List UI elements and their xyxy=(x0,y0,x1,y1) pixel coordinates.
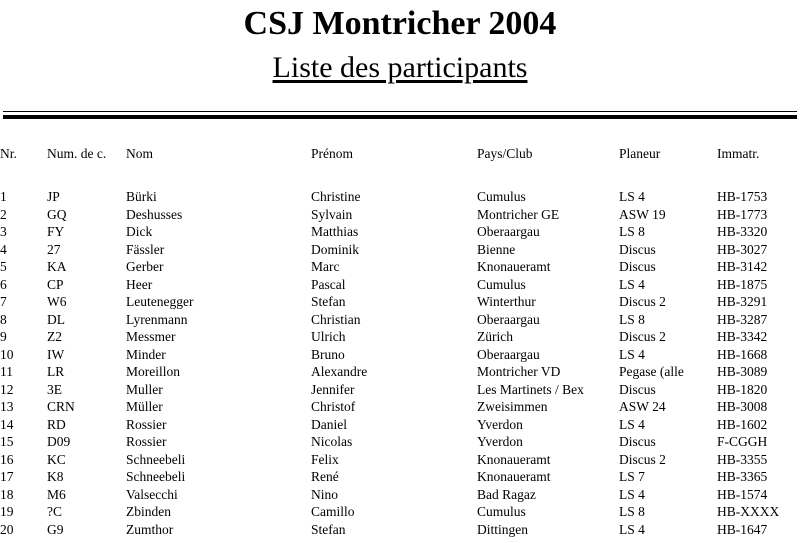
cell-nr: 3 xyxy=(0,224,7,239)
cell-immat: HB-1753 xyxy=(717,189,768,204)
cell-num: W6 xyxy=(47,294,67,309)
cell-immat: HB-3027 xyxy=(717,241,768,257)
cell-num: CP xyxy=(47,276,64,292)
table-row xyxy=(0,363,800,381)
cell-nr: 15 xyxy=(0,434,14,449)
column-header-pays: Pays/Club xyxy=(477,146,533,161)
table-row xyxy=(0,416,800,434)
table-row xyxy=(0,223,800,241)
cell-pays: Cumulus xyxy=(477,504,526,519)
cell-prenom: Pascal xyxy=(311,276,346,292)
participants-rows xyxy=(0,188,800,538)
cell-pays: Dittingen xyxy=(477,521,528,537)
cell-nr: 17 xyxy=(0,469,14,484)
cell-planeur: Discus 2 xyxy=(619,294,666,309)
cell-immat: HB-3089 xyxy=(717,364,768,379)
cell-immat: HB-3287 xyxy=(717,311,768,327)
table-row xyxy=(0,468,800,486)
table-row xyxy=(0,328,800,346)
cell-num: M6 xyxy=(47,486,66,502)
cell-prenom: Dominik xyxy=(311,241,360,257)
cell-planeur: Discus xyxy=(619,381,656,397)
cell-nom: Schneebeli xyxy=(126,451,186,467)
cell-planeur: LS 8 xyxy=(619,311,645,327)
table-row xyxy=(0,188,800,206)
cell-num: KA xyxy=(47,259,67,274)
table-row xyxy=(0,451,800,469)
cell-prenom: Alexandre xyxy=(311,364,368,379)
cell-num: IW xyxy=(47,346,65,362)
cell-nr: 8 xyxy=(0,311,7,327)
column-header-immat: Immatr. xyxy=(717,146,760,161)
cell-prenom: Camillo xyxy=(311,504,355,519)
cell-nom: Zumthor xyxy=(126,521,174,537)
cell-prenom: Jennifer xyxy=(311,381,355,397)
cell-prenom: Stefan xyxy=(311,521,346,537)
cell-planeur: ASW 24 xyxy=(619,399,666,414)
cell-immat: HB-3320 xyxy=(717,224,768,239)
cell-immat: HB-1574 xyxy=(717,486,768,502)
cell-planeur: LS 4 xyxy=(619,486,645,502)
cell-nr: 6 xyxy=(0,276,7,292)
cell-planeur: Pegase (alle xyxy=(619,364,684,379)
cell-prenom: Ulrich xyxy=(311,329,346,344)
cell-pays: Zürich xyxy=(477,329,513,344)
cell-immat: HB-1602 xyxy=(717,416,768,432)
cell-immat: HB-1820 xyxy=(717,381,768,397)
table-row xyxy=(0,206,800,224)
cell-pays: Bienne xyxy=(477,241,516,257)
cell-nom: Lyrenmann xyxy=(126,311,188,327)
cell-nom: Minder xyxy=(126,346,166,362)
cell-num: GQ xyxy=(47,206,67,222)
cell-planeur: LS 4 xyxy=(619,346,645,362)
cell-prenom: Christian xyxy=(311,311,361,327)
cell-immat: F-CGGH xyxy=(717,434,768,449)
cell-num: FY xyxy=(47,224,65,239)
cell-nom: Leutenegger xyxy=(126,294,194,309)
table-row xyxy=(0,241,800,259)
cell-num: RD xyxy=(47,416,66,432)
cell-nr: 13 xyxy=(0,399,14,414)
cell-planeur: Discus xyxy=(619,241,656,257)
cell-nom: Moreillon xyxy=(126,364,180,379)
cell-pays: Knonaueramt xyxy=(477,259,551,274)
cell-nr: 18 xyxy=(0,486,14,502)
cell-pays: Oberaargau xyxy=(477,346,540,362)
cell-pays: Bad Ragaz xyxy=(477,486,536,502)
cell-planeur: Discus xyxy=(619,259,656,274)
cell-pays: Cumulus xyxy=(477,189,526,204)
cell-num: CRN xyxy=(47,399,75,414)
header-divider-thick xyxy=(3,115,797,119)
cell-num: JP xyxy=(47,189,60,204)
table-row xyxy=(0,503,800,521)
cell-pays: Montricher GE xyxy=(477,206,560,222)
cell-nom: Müller xyxy=(126,399,163,414)
cell-pays: Winterthur xyxy=(477,294,536,309)
table-row xyxy=(0,276,800,294)
cell-num: K8 xyxy=(47,469,64,484)
cell-nom: Dick xyxy=(126,224,153,239)
column-header-nom: Nom xyxy=(126,146,153,161)
cell-num: LR xyxy=(47,364,65,379)
cell-nr: 1 xyxy=(0,189,7,204)
cell-nom: Schneebeli xyxy=(126,469,186,484)
cell-nr: 10 xyxy=(0,346,14,362)
table-row xyxy=(0,398,800,416)
page-subtitle: Liste des participants xyxy=(272,51,528,84)
cell-planeur: Discus 2 xyxy=(619,451,666,467)
table-row xyxy=(0,381,800,399)
cell-num: DL xyxy=(47,311,65,327)
cell-planeur: LS 8 xyxy=(619,504,645,519)
cell-pays: Oberaargau xyxy=(477,224,540,239)
cell-immat: HB-3355 xyxy=(717,451,768,467)
cell-nom: Zbinden xyxy=(126,504,171,519)
cell-num: 27 xyxy=(47,241,61,257)
cell-pays: Knonaueramt xyxy=(477,469,551,484)
cell-prenom: Nino xyxy=(311,486,338,502)
cell-immat: HB-XXXX xyxy=(717,504,780,519)
cell-prenom: Felix xyxy=(311,451,339,467)
cell-nr: 7 xyxy=(0,294,7,309)
participants-table xyxy=(0,143,800,538)
header-divider-thin xyxy=(3,111,797,112)
table-row xyxy=(0,486,800,504)
cell-nom: Valsecchi xyxy=(126,486,178,502)
column-header-prenom: Prénom xyxy=(311,146,353,161)
table-row xyxy=(0,433,800,451)
column-header-planeur: Planeur xyxy=(619,146,661,161)
cell-nr: 12 xyxy=(0,381,14,397)
cell-nom: Fässler xyxy=(126,241,165,257)
cell-num: KC xyxy=(47,451,66,467)
cell-nom: Heer xyxy=(126,276,153,292)
cell-pays: Oberaargau xyxy=(477,311,540,327)
cell-planeur: LS 4 xyxy=(619,416,645,432)
cell-prenom: Stefan xyxy=(311,294,346,309)
cell-nom: Rossier xyxy=(126,434,167,449)
cell-nr: 16 xyxy=(0,451,14,467)
table-row xyxy=(0,258,800,276)
cell-pays: Les Martinets / Bex xyxy=(477,381,584,397)
cell-num: D09 xyxy=(47,434,71,449)
table-row xyxy=(0,311,800,329)
cell-nr: 11 xyxy=(0,364,13,379)
cell-immat: HB-1773 xyxy=(717,206,768,222)
cell-nr: 20 xyxy=(0,521,14,537)
cell-pays: Cumulus xyxy=(477,276,526,292)
page-title: CSJ Montricher 2004 xyxy=(243,5,557,42)
cell-pays: Yverdon xyxy=(477,434,523,449)
cell-planeur: ASW 19 xyxy=(619,206,666,222)
cell-nr: 2 xyxy=(0,206,7,222)
cell-planeur: LS 7 xyxy=(619,469,645,484)
cell-planeur: Discus xyxy=(619,434,656,449)
table-header-row xyxy=(0,143,800,165)
cell-planeur: Discus 2 xyxy=(619,329,666,344)
cell-prenom: Christof xyxy=(311,399,356,414)
cell-immat: HB-1668 xyxy=(717,346,768,362)
cell-nr: 4 xyxy=(0,241,7,257)
cell-pays: Knonaueramt xyxy=(477,451,551,467)
cell-num: ?C xyxy=(47,504,62,519)
cell-nom: Gerber xyxy=(126,259,164,274)
cell-immat: HB-3291 xyxy=(717,294,768,309)
cell-immat: HB-1647 xyxy=(717,521,768,537)
cell-planeur: LS 4 xyxy=(619,521,645,537)
cell-nom: Muller xyxy=(126,381,163,397)
cell-num: G9 xyxy=(47,521,64,537)
column-header-nr: Nr. xyxy=(0,146,17,161)
cell-nr: 19 xyxy=(0,504,14,519)
cell-prenom: René xyxy=(311,469,339,484)
cell-nr: 9 xyxy=(0,329,7,344)
cell-immat: HB-3342 xyxy=(717,329,768,344)
cell-num: 3E xyxy=(47,381,62,397)
cell-pays: Montricher VD xyxy=(477,364,561,379)
cell-immat: HB-3365 xyxy=(717,469,768,484)
table-row xyxy=(0,293,800,311)
cell-prenom: Daniel xyxy=(311,416,347,432)
cell-immat: HB-3008 xyxy=(717,399,768,414)
cell-pays: Yverdon xyxy=(477,416,523,432)
table-row xyxy=(0,346,800,364)
cell-prenom: Matthias xyxy=(311,224,359,239)
cell-nom: Rossier xyxy=(126,416,167,432)
cell-pays: Zweisimmen xyxy=(477,399,548,414)
cell-prenom: Nicolas xyxy=(311,434,353,449)
cell-immat: HB-1875 xyxy=(717,276,768,292)
table-row xyxy=(0,521,800,539)
cell-prenom: Marc xyxy=(311,259,340,274)
cell-nr: 5 xyxy=(0,259,7,274)
cell-planeur: LS 4 xyxy=(619,189,645,204)
cell-nr: 14 xyxy=(0,416,14,432)
cell-nom: Messmer xyxy=(126,329,176,344)
cell-immat: HB-3142 xyxy=(717,259,768,274)
cell-prenom: Christine xyxy=(311,189,361,204)
cell-planeur: LS 4 xyxy=(619,276,645,292)
column-header-num: Num. de c. xyxy=(47,146,107,161)
cell-planeur: LS 8 xyxy=(619,224,645,239)
cell-nom: Deshusses xyxy=(126,206,183,222)
cell-nom: Bürki xyxy=(126,189,157,204)
cell-prenom: Sylvain xyxy=(311,206,353,222)
cell-num: Z2 xyxy=(47,329,62,344)
cell-prenom: Bruno xyxy=(311,346,345,362)
